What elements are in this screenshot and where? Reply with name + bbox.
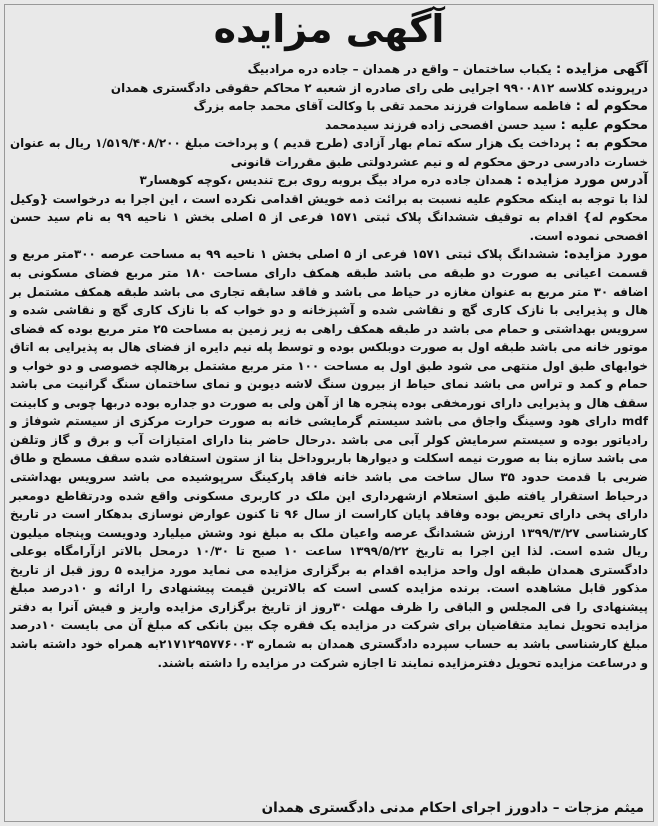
ad-paragraph <box>10 60 648 79</box>
ad-text: یکباب ساختمان – واقع در همدان – جاده دره مرادبیگ <box>247 62 552 76</box>
convicted-against-label: محکوم علیه : <box>560 116 648 133</box>
item-paragraph <box>10 245 648 672</box>
notice-title: آگهی مزایده <box>213 7 445 51</box>
convicted-against-paragraph <box>10 116 648 135</box>
case-paragraph: درپرونده کلاسه ۹۹۰۰۸۱۲ اجرایی طی رای صادره از شعبه ۲ محاکم حقوقی دادگستری همدان <box>110 80 648 95</box>
notice-body <box>10 60 648 672</box>
item-label: مورد مزایده: <box>563 246 649 263</box>
convicted-in-favor-paragraph <box>10 97 648 116</box>
subject-text: پرداخت یک هزار سکه تمام بهار آزادی (طرح قدیم ) و پرداخت مبلغ ۱/۵۱۹/۴۰۸/۲۰۰ ریال به عنوان خسارت دادرسی درحق محکوم له و نیم عشردولتی طبق مقررات قانونی <box>10 136 648 169</box>
convicted-in-favor-label: محکوم له : <box>575 98 648 115</box>
address-paragraph <box>10 171 648 190</box>
intro-paragraph: لذا با توجه به اینکه محکوم علیه نسبت به برائت ذمه خویش اقدامی نکرده است ، این اجرا به درخواست {وکیل محکوم له} اقدام به توقیف ششدانگ پلاک ثبتی ۱۵۷۱ فرعی از ۵ اصلی بخش ۱ ناحیه ۹۹ به نام سید حسن افصحی نموده است. <box>10 191 648 243</box>
notice-signature: میثم مزجات – دادورز اجرای احکام مدنی دادگستری همدان <box>261 800 644 816</box>
subject-paragraph <box>10 134 648 171</box>
address-text: همدان جاده دره مراد بیگ بروبه روی برج تندیس ،کوچه کوهسار۳ <box>139 173 513 188</box>
convicted-against-text: سید حسن افصحی زاده فرزند سیدمحمد <box>325 117 557 132</box>
convicted-in-favor-text: فاطمه سماوات فرزند محمد تقی با وکالت آقای محمد جامه بزرگ <box>193 99 572 114</box>
subject-label: محکوم به : <box>575 135 649 152</box>
ad-label: آگهی مزایده : <box>555 61 648 77</box>
item-text: ششدانگ پلاک ثبتی ۱۵۷۱ فرعی از ۵ اصلی بخش ۱ ناحیه ۹۹ به مساحت عرصه ۳۰۰متر مربع و قسمت اعیانی به صورت دو طبقه می باشد طبقه همکف دارای مساحت ۱۸۰ متر مربع فضای مسکونی به اضافه ۳۰ متر مربع به عنوان مغازه در حیاط می باشد و فاقد سابقه تجاری می باشد طبقه همکف مشتمل بر هال و پذیرایی با نازک کاری گچ و نقاشی شده و آشپزخانه و دو خواب که با نازک کاری گچ و نقاشی شده و سرویس بهداشتی و حمام می باشد در طبقه همکف راهی به زیر زمین به مساحت ۲۵ متر مربع بوده که فضای موتور خانه می باشد طبقه اول به صورت دوبلکس بوده و توسط پله نیم دایره از فضای هال به پذیرایی به اتاق خوابهای طبق اول منتهی می شود طبق اول به مساحت ۱۰۰ متر مربع مشتمل برهالچه خصوصی و دو خواب و حمام و کمد و تراس می باشد نمای حیاط از بیرون سنگ لاشه دیوبن و نمای ساختمان سنگ گرانیت می باشد سقف هال و پذیرایی دارای نورمخفی بوده پنجره ها از آهن ولی به صورت دو جداره بوده دربها چوبی و کابینت mdf دارای هود وسینگ واجاق می باشد سیستم گرمایشی خانه به صورت حرارت مرکزی از سیستم شوفاژ و رادیاتور بوده و سیستم سرمایش کولر آبی می باشد .درحال حاضر بنا دارای امتیازات آب و برق و گاز وتلفن می باشد سازه بنا به صورت نیمه اسکلت و دیوارها باربروداخل بنا از ستون استفاده شده سقف مسطح و طاق ضربی با قدمت حدود ۳۵ سال ساخت می باشد خانه فاقد پارکینگ سرپوشیده می باشد سرویس بهداشتی درحیاط استقرار یافته طبق استعلام ازشهرداری این ملک در کاربری مسکونی واقع شده ودرتقاطع دومعبر دارای پخی دارای تعریض بوده وفاقد پایان کاراست از سال ۹۶ تا کنون عوارض نوسازی بدهکار است در تاریخ کارشناسی ۱۳۹۹/۳/۲۷ ارزش ششدانگ عرصه واعیان ملک به مبلغ نود وشش میلیارد ودویست وپنجاه میلیون ریال شده است. لذا این اجرا به تاریخ ۱۳۹۹/۵/۲۲ ساعت ۱۰ صبح تا ۱۰/۳۰ درمحل بالاتر ازآرامگاه بوعلی دادگستری همدان طبقه اول واحد مزایده اقدام به برگزاری مزایده می نماید مورد مزایده ۵ روز قبل از تاریخ مذکور قابل مشاهده است. برنده مزایده کسی است که بالاترین قیمت پیشنهادی را ارائه و ۱۰درصد مبلغ پیشنهادی را فی المجلس و الباقی را ظرف مهلت ۳۰روز از تاریخ برگزاری مزایده واریز و فیش آنرا به دفتر مزایده تحویل نماید متقاضیان برای شرکت در مزایده یک فقره چک بین بانکی که مبلغ آن می بایست ۱۰درصد مبلغ کارشناسی باشد به حساب سپرده دادگستری همدان به شماره ۲۱۷۱۲۹۵۷۷۶۰۰۳به همراه خود داشته باشد و درساعت مزایده تحویل دفترمزایده نمایند تا اجازه شرکت در مزایده را داشته باشند. <box>10 247 649 670</box>
address-label: آدرس مورد مزایده : <box>516 172 648 189</box>
